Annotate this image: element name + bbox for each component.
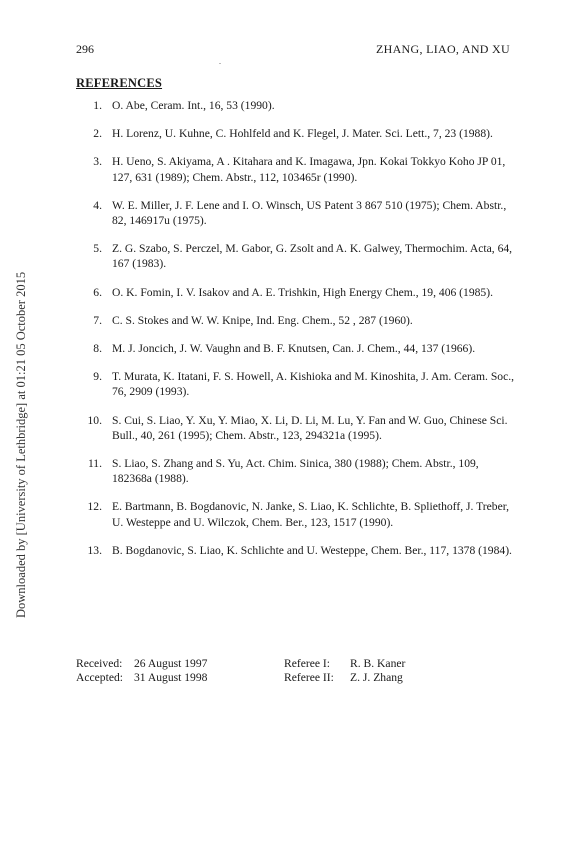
reference-number: 5. bbox=[93, 242, 102, 256]
reference-number: 7. bbox=[93, 313, 102, 327]
received-date: 26 August 1997 bbox=[134, 657, 208, 670]
reference-number: 8. bbox=[93, 342, 102, 356]
reference-item bbox=[76, 413, 516, 443]
reference-number: 1. bbox=[93, 99, 102, 112]
reference-item bbox=[76, 543, 516, 558]
reference-text: O. Abe, Ceram. Int., 16, 53 (1990). bbox=[112, 99, 275, 112]
reference-number: 13. bbox=[87, 543, 102, 557]
referees bbox=[284, 657, 405, 685]
reference-item bbox=[76, 98, 516, 113]
reference-text: H. Lorenz, U. Kuhne, C. Hohlfeld and K. Flegel, J. Mater. Sci. Lett., 7, 23 (1988). bbox=[112, 127, 493, 141]
reference-number: 4. bbox=[93, 198, 102, 212]
received-label: Received: bbox=[76, 657, 123, 670]
reference-text: H. Ueno, S. Akiyama, A . Kitahara and K. Imagawa, Jpn. Kokai Tokkyo Koho JP 01, 127, 631 (1989); Chem. Abstr., 112, 103465r (1990). bbox=[112, 155, 506, 184]
reference-text: O. K. Fomin, I. V. Isakov and A. E. Trishkin, High Energy Chem., 19, 406 (1985). bbox=[112, 285, 493, 299]
reference-text: M. J. Joncich, J. W. Vaughn and B. F. Knutsen, Can. J. Chem., 44, 137 (1966). bbox=[112, 342, 476, 356]
submission-dates bbox=[76, 657, 207, 685]
reference-number: 9. bbox=[93, 370, 102, 384]
reference-number: 2. bbox=[93, 127, 102, 141]
reference-text: T. Murata, K. Itatani, F. S. Howell, A. Kishioka and M. Kinoshita, J. Am. Ceram. Soc., 76, 2909 (1993). bbox=[112, 370, 515, 399]
reference-text: S. Liao, S. Zhang and S. Yu, Act. Chim. Sinica, 380 (1988); Chem. Abstr., 109, 182368a (1988). bbox=[112, 457, 479, 486]
referee1-label: Referee I: bbox=[284, 657, 331, 670]
referee2-label: Referee II: bbox=[284, 671, 334, 684]
page-number: 296 bbox=[76, 42, 94, 56]
reference-number: 3. bbox=[93, 155, 102, 169]
reference-number: 11. bbox=[87, 457, 102, 471]
reference-item bbox=[76, 154, 516, 184]
referee1-name: R. B. Kaner bbox=[350, 657, 406, 670]
download-watermark: Downloaded by [University of Lethbridge] at 01:21 05 October 2015 bbox=[14, 271, 28, 618]
reference-item bbox=[76, 341, 516, 356]
reference-text: E. Bartmann, B. Bogdanovic, N. Janke, S. Liao, K. Schlichte, B. Spliethoff, J. Treber, U. Westeppe and U. Wilczok, Chem. Ber., 123, 1517 (1990). bbox=[112, 500, 510, 529]
reference-item bbox=[76, 198, 516, 228]
reference-item bbox=[76, 456, 516, 486]
reference-item bbox=[76, 285, 516, 300]
reference-text: S. Cui, S. Liao, Y. Xu, Y. Miao, X. Li, D. Li, M. Lu, Y. Fan and W. Guo, Chinese Sci. Bull., 40, 261 (1995); Chem. Abstr., 123, 294321a (1995). bbox=[112, 413, 508, 442]
reference-item bbox=[76, 499, 516, 529]
referee2-name: Z. J. Zhang bbox=[350, 671, 403, 684]
reference-text: B. Bogdanovic, S. Liao, K. Schlichte and U. Westeppe, Chem. Ber., 117, 1378 (1984). bbox=[112, 543, 512, 557]
references-heading: REFERENCES bbox=[76, 76, 163, 90]
reference-item bbox=[76, 126, 516, 141]
reference-number: 10. bbox=[87, 413, 102, 427]
accepted-date: 31 August 1998 bbox=[134, 671, 208, 684]
reference-list bbox=[76, 98, 516, 571]
reference-item bbox=[76, 313, 516, 328]
reference-text: Z. G. Szabo, S. Perczel, M. Gabor, G. Zsolt and A. K. Galwey, Thermochim. Acta, 64, 167 (1983). bbox=[112, 242, 513, 271]
accepted-label: Accepted: bbox=[76, 671, 123, 684]
reference-number: 6. bbox=[93, 285, 102, 299]
reference-text: W. E. Miller, J. F. Lene and I. O. Winsch, US Patent 3 867 510 (1975); Chem. Abstr., 82, 146917u (1975). bbox=[112, 198, 507, 228]
reference-item bbox=[76, 241, 516, 271]
reference-item bbox=[76, 369, 516, 399]
reference-number: 12. bbox=[87, 500, 102, 514]
scan-speck bbox=[219, 63, 221, 64]
reference-text: C. S. Stokes and W. W. Knipe, Ind. Eng. Chem., 52 , 287 (1960). bbox=[112, 313, 413, 327]
running-header-authors: ZHANG, LIAO, AND XU bbox=[375, 42, 510, 56]
